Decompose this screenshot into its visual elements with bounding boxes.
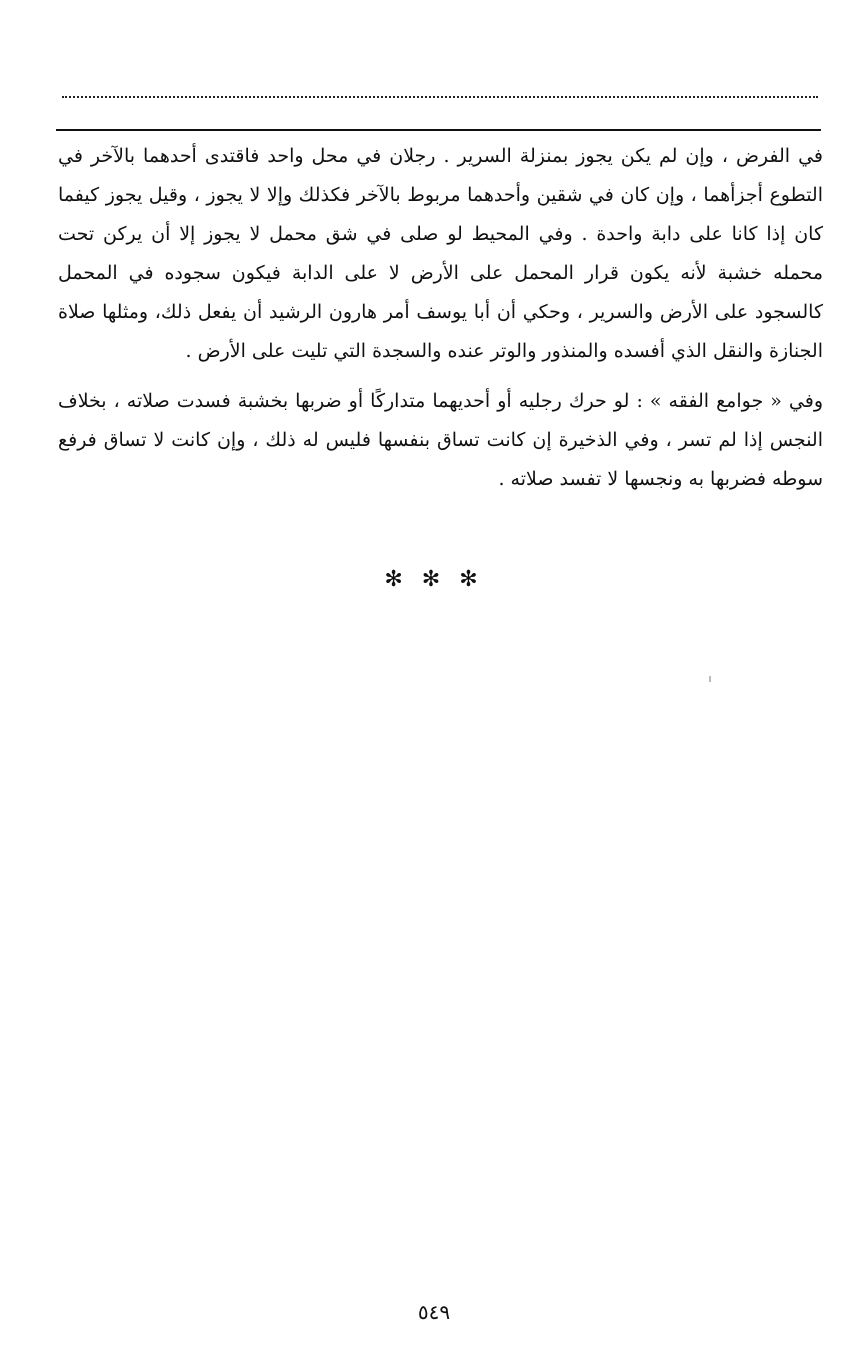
paragraph-2 — [58, 382, 823, 499]
section-separator: ✻ ✻ ✻ — [384, 567, 484, 592]
header-solid-rule — [56, 129, 821, 131]
paragraph-1-text: في الفرض ، وإن لم يكن يجوز بمنزلة السرير . رجلان في محل واحد فاقتدى أحدهما بالآخر في التطوع أجزأهما ، وإن كان في شقين وأحدهما مربوط بالآخر فكذلك وإلا لا يجوز ، وقيل يجوز كيفما كان إذا كانا على دابة واحدة . وفي المحيط لو صلى في شق محمل لا يجوز إلا أن يركن تحت محمله خشبة لأنه يكون قرار المحمل على الأرض لا على الدابة فيكون سجوده في المحمل كالسجود على الأرض والسرير ، وحكي أن أبا يوسف أمر هارون الرشيد أن يفعل ذلك، ومثلها صلاة الجنازة والنقل الذي أفسده والمنذور والوتر عنده والسجدة التي تليت على الأرض . — [58, 145, 823, 362]
paragraph-2-text: وفي « جوامع الفقه » : لو حرك رجليه أو أحديهما متداركًا أو ضربها بخشبة فسدت صلاته ، بخلاف النجس إذا لم تسر ، وفي الذخيرة إن كانت تساق بنفسها فليس له ذلك ، وإن كانت لا تساق فرفع سوطه فضربها به ونجسها لا تفسد صلاته . — [58, 390, 823, 490]
header-dotted-rule — [62, 96, 818, 98]
page-number: ٥٤٩ — [417, 1300, 451, 1324]
paragraph-1 — [58, 137, 823, 371]
scan-speck — [709, 676, 711, 682]
